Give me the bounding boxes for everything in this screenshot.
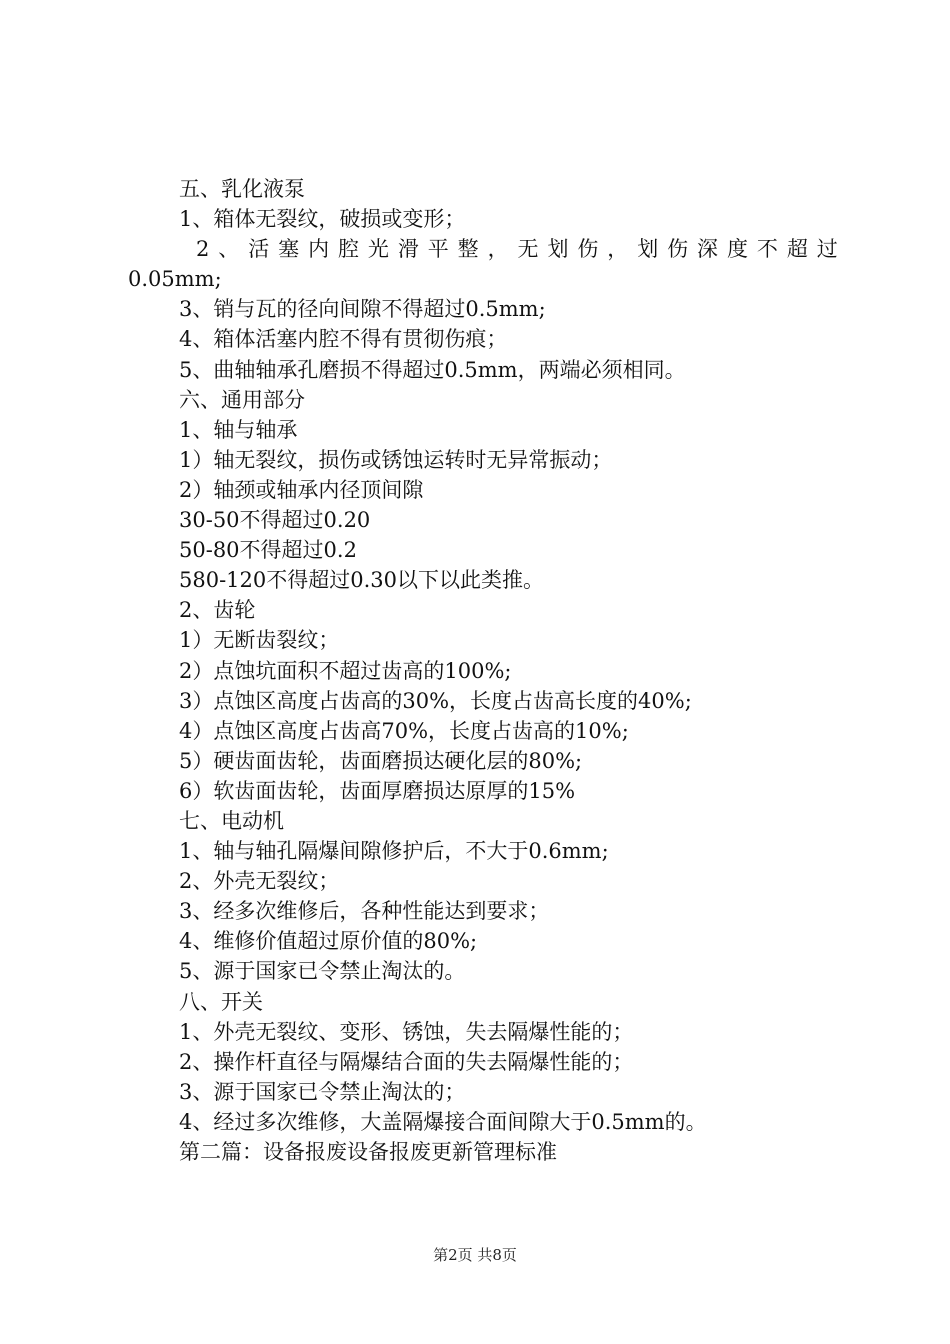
text-line: 30-50不得超过0.20 (179, 508, 371, 533)
text-line: 1、轴与轴承 (179, 417, 298, 442)
text-line: 2）轴颈或轴承内径顶间隙 (179, 477, 424, 502)
section-heading-switch: 八、开关 (179, 989, 263, 1014)
text-line: 6）软齿面齿轮，齿面厚磨损达原厚的15% (179, 778, 576, 803)
text-char: 平 (427, 237, 449, 262)
text-char: 过 (816, 237, 838, 262)
text-line: 3）点蚀区高度占齿高的30%，长度占齿高长度的40%; (179, 688, 692, 713)
text-line: 2、操作杆直径与隔爆结合面的失去隔爆性能的； (179, 1049, 634, 1074)
next-chapter-title: 第二篇：设备报废设备报废更新管理标准 (179, 1140, 557, 1164)
section-heading-general-parts: 六、通用部分 (179, 387, 305, 412)
text-line: 1、轴与轴孔隔爆间隙修护后，不大于0.6mm; (179, 839, 609, 864)
text-line: 1、外壳无裂纹、变形、锈蚀，失去隔爆性能的； (179, 1019, 634, 1044)
text-char: ， (607, 237, 629, 262)
text-char: 划 (637, 237, 659, 262)
text-char: 伤 (667, 237, 689, 262)
text-char: 不 (756, 237, 778, 262)
text-char: 超 (786, 237, 808, 262)
text-line: 3、销与瓦的径向间隙不得超过0.5mm; (179, 297, 546, 322)
text-line: 50-80不得超过0.2 (179, 538, 357, 563)
text-line: 4、维修价值超过原价值的80%; (179, 929, 478, 954)
section-heading-emulsion-pump: 五、乳化液泵 (179, 177, 305, 201)
text-line-continuation: 0.05mm; (128, 267, 222, 292)
text-char: 划 (547, 237, 569, 262)
text-line: 5、源于国家已令禁止淘汰的。 (179, 959, 466, 984)
text-line: 580-120不得超过0.30以下以此类推。 (179, 568, 545, 593)
text-char: 整 (457, 237, 479, 262)
text-line: 4、箱体活塞内腔不得有贯彻伤痕； (179, 327, 508, 352)
text-char: 滑 (397, 237, 419, 262)
text-line: 3、源于国家已令禁止淘汰的； (179, 1079, 466, 1104)
text-char: ， (487, 237, 509, 262)
text-line: 2、齿轮 (179, 598, 256, 623)
text-char: 活 (248, 237, 270, 262)
section-heading-motor: 七、电动机 (179, 808, 284, 833)
text-line: 4）点蚀区高度占齿高70%，长度占齿高的10%; (179, 718, 629, 743)
text-char: 伤 (577, 237, 599, 262)
text-line: 5）硬齿面齿轮，齿面磨损达硬化层的80%; (179, 748, 583, 773)
text-line: 1、箱体无裂纹，破损或变形； (179, 207, 466, 232)
document-body (128, 174, 838, 1167)
text-line: 2、外壳无裂纹； (179, 869, 340, 894)
text-char: 光 (367, 237, 389, 262)
text-char: 深 (697, 237, 719, 262)
page-footer: 第2页 共8页 (433, 1246, 517, 1264)
text-char: 内 (308, 237, 330, 262)
text-line: 1）无断齿裂纹； (179, 628, 340, 653)
text-char: 度 (726, 237, 748, 262)
text-char: 腔 (337, 237, 359, 262)
text-char: 、 (218, 237, 240, 262)
text-line: 1）轴无裂纹，损伤或锈蚀运转时无异常振动； (179, 447, 613, 472)
text-char: 塞 (278, 237, 300, 262)
text-line: 4、经过多次维修，大盖隔爆接合面间隙大于0.5mm的。 (179, 1109, 707, 1134)
text-char: 2 (196, 237, 210, 262)
text-line: 3、经多次维修后，各种性能达到要求； (179, 899, 550, 924)
text-line: 5、曲轴轴承孔磨损不得超过0.5mm，两端必须相同。 (179, 357, 686, 382)
text-line-justified (128, 234, 838, 264)
text-line: 2）点蚀坑面积不超过齿高的100%; (179, 658, 512, 683)
text-char: 无 (517, 237, 539, 262)
